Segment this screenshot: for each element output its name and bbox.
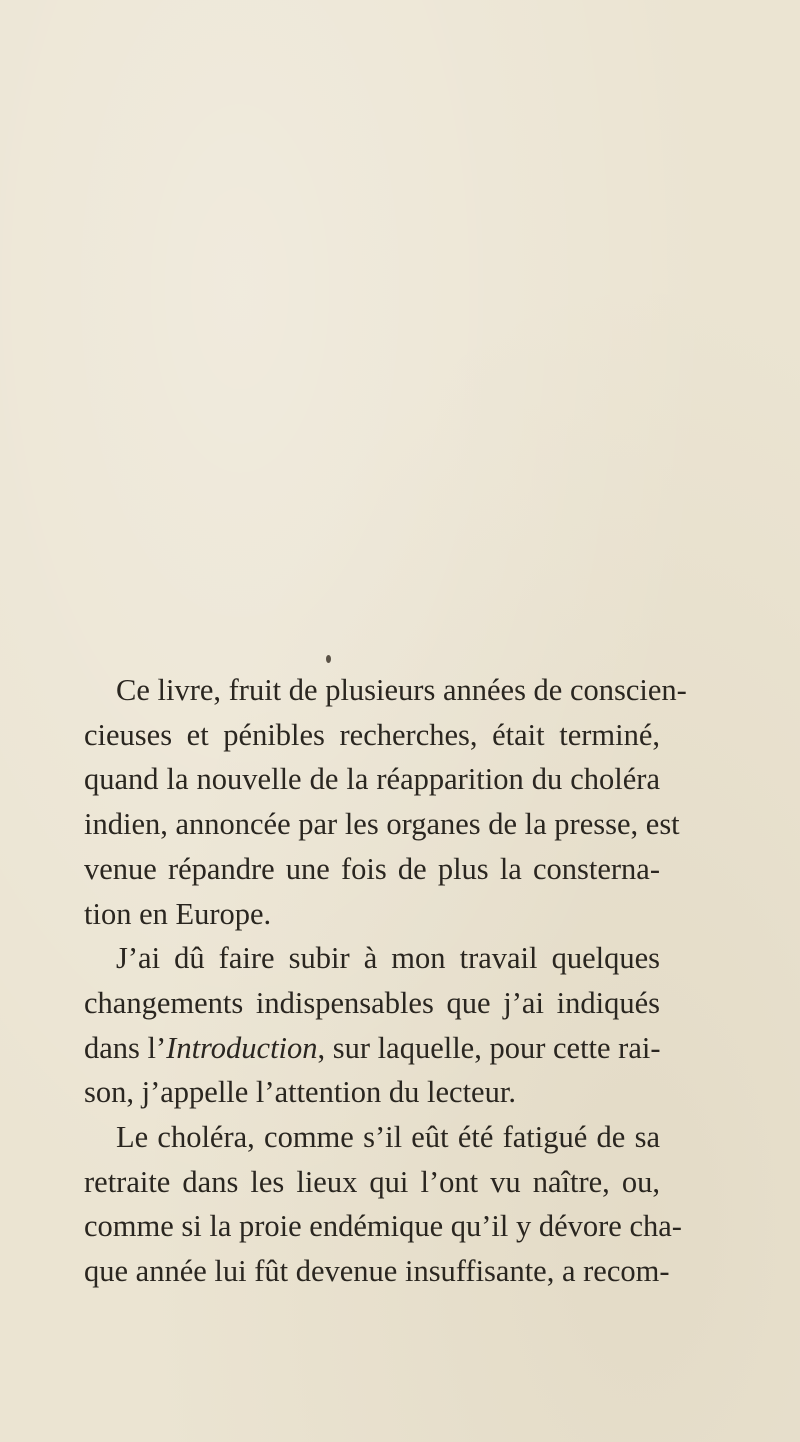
text-line: comme si la proie endémique qu’il y dévore cha- [84,1209,682,1244]
text-line: que année lui fût devenue insuffisante, a recom- [84,1254,670,1289]
italic-title: Introduction [166,1030,318,1065]
text-line: tion en Europe. [84,896,272,931]
text-line: son, j’appelle l’attention du lecteur. [84,1075,516,1110]
text-line-with-italic [84,1026,660,1071]
text-line: Le choléra, comme s’il eût été fatigué de sa [116,1120,660,1155]
text-fragment: dans l’ [84,1030,167,1065]
text-line: retraite dans les lieux qui l’ont vu naître, ou, [84,1164,660,1199]
text-line: venue répandre une fois de plus la consterna- [84,851,660,886]
text-line: Ce livre, fruit de plusieurs années de conscien- [116,673,687,707]
text-line: indien, annoncée par les organes de la presse, est [84,807,680,842]
text-fragment: , sur laquelle, pour cette rai- [317,1030,661,1065]
body-text [84,668,687,1294]
text-line: J’ai dû faire subir à mon travail quelques [116,941,660,976]
text-line: quand la nouvelle de la réapparition du choléra [84,762,660,797]
ink-speck [326,655,331,663]
text-line: changements indispensables que j’ai indiqués [84,985,660,1020]
text-line: cieuses et pénibles recherches, était terminé, [84,717,660,752]
